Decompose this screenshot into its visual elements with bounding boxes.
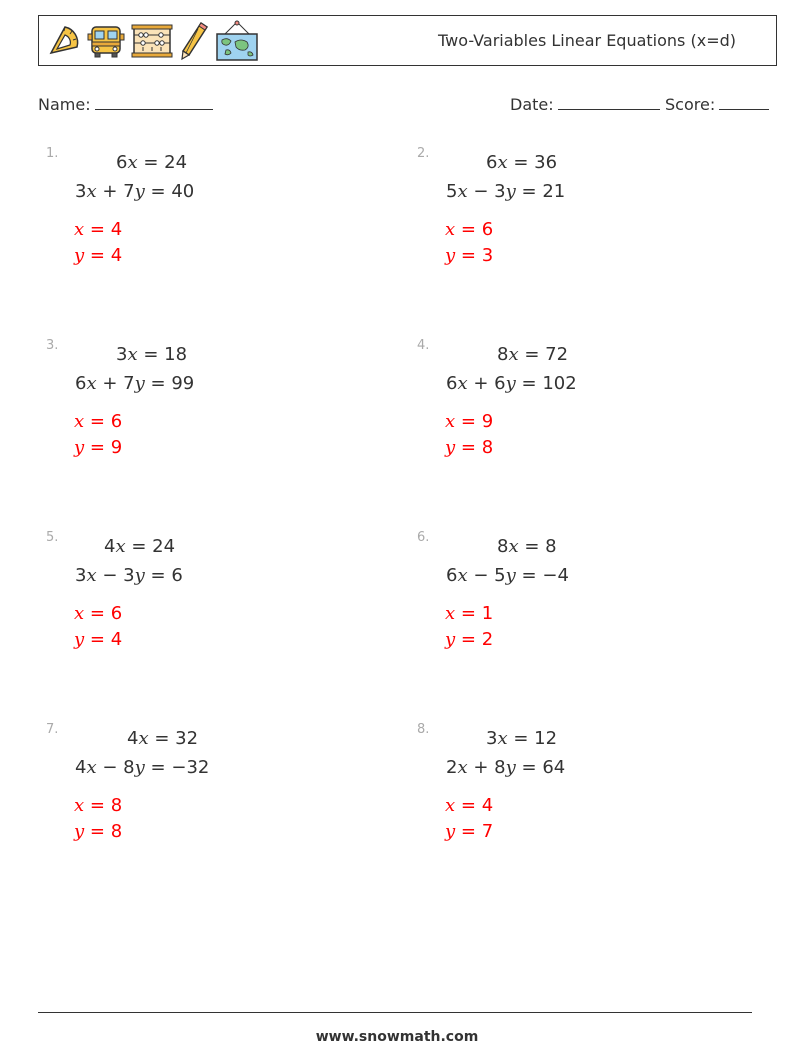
name-blank[interactable] bbox=[95, 93, 213, 110]
equation-2: 5x − 3y = 21 bbox=[446, 181, 566, 202]
equation-1: 3x = 18 bbox=[116, 344, 188, 365]
equation-2: 6x + 6y = 102 bbox=[446, 373, 577, 394]
problem-number: 8. bbox=[417, 722, 430, 737]
answer-x: x = 9 bbox=[445, 411, 494, 432]
equation-1: 3x = 12 bbox=[486, 728, 558, 749]
answer-y: y = 7 bbox=[445, 821, 494, 842]
problem-5 bbox=[46, 530, 346, 690]
answer-x: x = 4 bbox=[445, 795, 494, 816]
equation-1: 8x = 8 bbox=[497, 536, 557, 557]
problem-7 bbox=[46, 722, 346, 882]
school-bus-icon bbox=[87, 22, 125, 60]
answer-y: y = 9 bbox=[74, 437, 123, 458]
answer-y: y = 4 bbox=[74, 629, 123, 650]
equation-1: 4x = 32 bbox=[127, 728, 199, 749]
answer-y: y = 8 bbox=[445, 437, 494, 458]
answer-y: y = 8 bbox=[74, 821, 123, 842]
answer-x: x = 4 bbox=[74, 219, 123, 240]
date-label: Date: bbox=[510, 95, 554, 114]
worksheet-header bbox=[38, 15, 777, 66]
score-field bbox=[665, 93, 769, 114]
problem-2 bbox=[417, 146, 717, 306]
equation-1: 8x = 72 bbox=[497, 344, 569, 365]
equation-2: 3x + 7y = 40 bbox=[75, 181, 195, 202]
equation-2: 4x − 8y = −32 bbox=[75, 757, 210, 778]
equation-1: 6x = 24 bbox=[116, 152, 188, 173]
equation-2: 3x − 3y = 6 bbox=[75, 565, 183, 586]
equation-2: 6x + 7y = 99 bbox=[75, 373, 195, 394]
abacus-icon bbox=[131, 23, 173, 59]
equation-2: 2x + 8y = 64 bbox=[446, 757, 566, 778]
problem-4 bbox=[417, 338, 717, 498]
problem-number: 7. bbox=[46, 722, 59, 737]
answer-x: x = 8 bbox=[74, 795, 123, 816]
footer-url[interactable]: www.snowmath.com bbox=[315, 1029, 479, 1045]
problem-number: 3. bbox=[46, 338, 59, 353]
problem-3 bbox=[46, 338, 346, 498]
answer-x: x = 6 bbox=[74, 603, 123, 624]
footer-divider bbox=[38, 1012, 752, 1013]
equation-1: 6x = 36 bbox=[486, 152, 558, 173]
answer-x: x = 6 bbox=[74, 411, 123, 432]
world-map-icon bbox=[215, 20, 259, 62]
pencil-icon bbox=[179, 21, 209, 61]
problem-number: 6. bbox=[417, 530, 430, 545]
problem-number: 5. bbox=[46, 530, 59, 545]
date-field bbox=[510, 93, 660, 114]
protractor-icon bbox=[45, 23, 81, 59]
name-field bbox=[38, 93, 213, 114]
problem-number: 1. bbox=[46, 146, 59, 161]
problem-8 bbox=[417, 722, 717, 882]
header-icons bbox=[45, 20, 259, 62]
problem-number: 2. bbox=[417, 146, 430, 161]
worksheet-title: Two-Variables Linear Equations (x=d) bbox=[438, 31, 736, 50]
name-label: Name: bbox=[38, 95, 91, 114]
answer-y: y = 4 bbox=[74, 245, 123, 266]
problem-number: 4. bbox=[417, 338, 430, 353]
score-label: Score: bbox=[665, 95, 716, 114]
score-blank[interactable] bbox=[719, 93, 769, 110]
answer-x: x = 6 bbox=[445, 219, 494, 240]
answer-y: y = 3 bbox=[445, 245, 494, 266]
answer-x: x = 1 bbox=[445, 603, 494, 624]
problem-1 bbox=[46, 146, 346, 306]
equation-2: 6x − 5y = −4 bbox=[446, 565, 569, 586]
answer-y: y = 2 bbox=[445, 629, 494, 650]
equation-1: 4x = 24 bbox=[104, 536, 176, 557]
problem-6 bbox=[417, 530, 717, 690]
date-blank[interactable] bbox=[558, 93, 660, 110]
